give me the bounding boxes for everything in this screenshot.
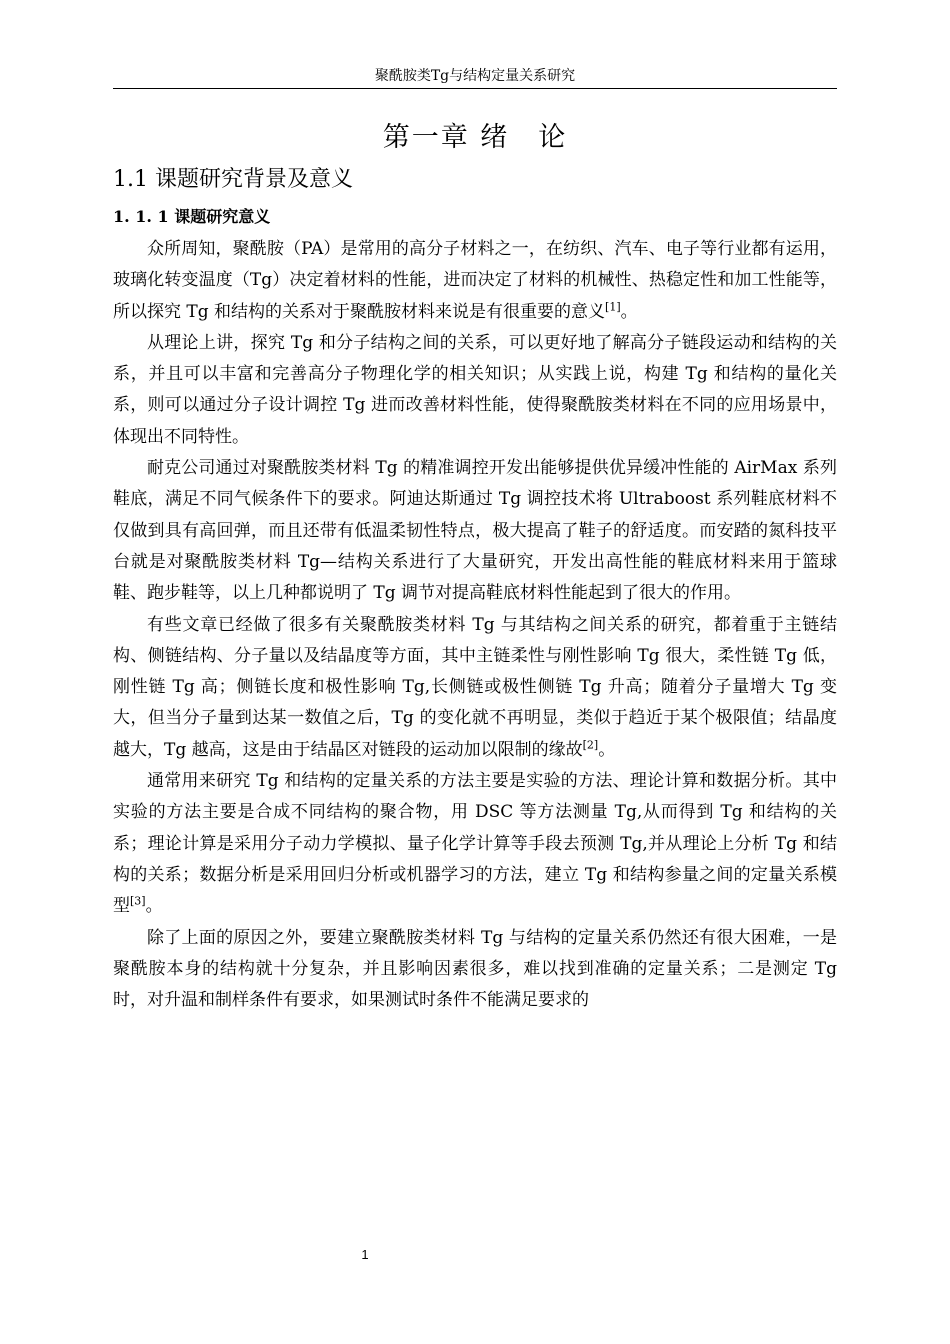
paragraph-text: 有些文章已经做了很多有关聚酰胺类材料 Tg 与其结构之间关系的研究，都着重于主链结构、侧链结构、分子量以及结晶度等方面，其中主链柔性与刚性影响 Tg 很大，柔性链 Tg 低，刚性链 Tg 高；侧链长度和极性影响 Tg,长侧链或极性侧链 Tg 升高；随着分子量增大 Tg 变大，但当分子量到达某一数值之后，Tg 的变化就不再明显，类似于趋近于某个极限值；结晶度越大，Tg 越高，这是由于结晶区对链段的运动加以限制的缘故: [113, 614, 837, 760]
citation-ref: [3]: [130, 894, 146, 908]
paragraph-end: 。: [620, 301, 638, 322]
paragraph-2: [113, 328, 837, 453]
citation-ref: [1]: [605, 299, 621, 313]
citation-ref: [2]: [582, 738, 599, 752]
page-body: [113, 110, 837, 1016]
paragraph-4: [113, 610, 837, 766]
paragraph-end: 。: [598, 739, 616, 760]
paragraph-end: 。: [145, 896, 163, 917]
paragraph-text: 除了上面的原因之外，要建立聚酰胺类材料 Tg 与结构的定量关系仍然还有很大困难，一是聚酰胺本身的结构就十分复杂，并且影响因素很多，难以找到准确的定量关系；二是测定 Tg 时，对升温和制样条件有要求，如果测试时条件不能满足要求的: [113, 927, 837, 1011]
paragraph-6: [113, 923, 837, 1017]
running-header: 聚酰胺类Tg与结构定量关系研究: [113, 66, 837, 89]
paragraph-text: 从理论上讲，探究 Tg 和分子结构之间的关系，可以更好地了解高分子链段运动和结构的关系，并且可以丰富和完善高分子物理化学的相关知识；从实践上说，构建 Tg 和结构的量化关系，则可以通过分子设计调控 Tg 进而改善材料性能，使得聚酰胺类材料在不同的应用场景中，体现出不同特性。: [113, 332, 837, 447]
page-number: 1: [361, 1247, 369, 1262]
paragraph-3: [113, 453, 837, 609]
paragraph-text: 通常用来研究 Tg 和结构的定量关系的方法主要是实验的方法、理论计算和数据分析。其中实验的方法主要是合成不同结构的聚合物，用 DSC 等方法测量 Tg,从而得到 Tg 和结构的关系；理论计算是采用分子动力学模拟、量子化学计算等手段去预测 Tg,并从理论上分析 Tg 和结构的关系；数据分析是采用回归分析或机器学习的方法，建立 Tg 和结构参量之间的定量关系模型: [113, 771, 837, 917]
paragraph-5: [113, 766, 837, 922]
paragraph-text: 耐克公司通过对聚酰胺类材料 Tg 的精准调控开发出能够提供优异缓冲性能的 AirMax 系列鞋底，满足不同气候条件下的要求。阿迪达斯通过 Tg 调控技术将 Ultraboost 系列鞋底材料不仅做到具有高回弹，而且还带有低温柔韧性特点，极大提高了鞋子的舒适度。而安踏的氮科技平台就是对聚酰胺类材料 Tg—结构关系进行了大量研究，开发出高性能的鞋底材料来用于篮球鞋、跑步鞋等，以上几种都说明了 Tg 调节对提高鞋底材料性能起到了很大的作用。: [113, 458, 837, 604]
chapter-title: 第一章 绪 论: [382, 122, 568, 153]
section-heading: 1.1 课题研究背景及意义: [113, 167, 353, 192]
paragraph-1: [113, 234, 837, 328]
paragraph-text: 众所周知，聚酰胺（PA）是常用的高分子材料之一，在纺织、汽车、电子等行业都有运用，玻璃化转变温度（Tg）决定着材料的性能，进而决定了材料的机械性、热稳定性和加工性能等，所以探究 Tg 和结构的关系对于聚酰胺材料来说是有很重要的意义: [113, 239, 837, 322]
subsection-heading: 1. 1. 1 课题研究意义: [113, 207, 271, 226]
